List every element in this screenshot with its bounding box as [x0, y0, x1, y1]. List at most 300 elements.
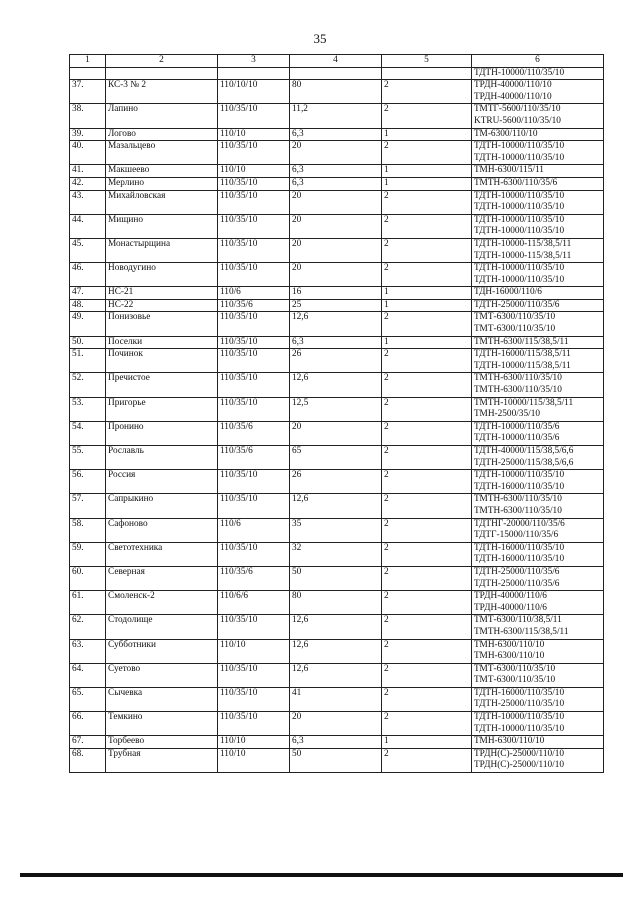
transformer-count-cell: 2	[382, 712, 472, 736]
transformer-type: ТМТН-6300/110/35/10	[474, 505, 562, 516]
transformer-type: ТДТН-16000/110/35/10	[474, 542, 565, 553]
power-cell: 12,5	[290, 397, 382, 421]
row-number-cell: 61.	[70, 591, 106, 615]
voltage-cell: 110/35/10	[218, 542, 290, 566]
substation-name-cell: Логово	[106, 128, 218, 141]
substation-name-cell: Лапино	[106, 104, 218, 128]
power-cell: 41	[290, 687, 382, 711]
power-cell: 25	[290, 299, 382, 312]
transformer-type: ТМТН-6300/110/35/6	[474, 177, 558, 188]
voltage-cell: 110/10	[218, 736, 290, 749]
row-number-cell: 37.	[70, 80, 106, 104]
table-row	[70, 165, 604, 178]
row-number-cell: 42.	[70, 177, 106, 190]
column-header: 6	[472, 55, 604, 68]
transformer-count-cell: 2	[382, 349, 472, 373]
column-header: 4	[290, 55, 382, 68]
transformer-types-cell	[472, 566, 604, 590]
power-cell: 6,3	[290, 736, 382, 749]
transformer-type: ТМТ-6300/110/35/10	[474, 312, 556, 323]
voltage-cell: 110/10	[218, 639, 290, 663]
transformer-type: ТДТН-25000/110/35/10	[474, 699, 565, 710]
substation-name-cell: Смоленск-2	[106, 591, 218, 615]
power-cell: 80	[290, 80, 382, 104]
row-number-cell: 48.	[70, 299, 106, 312]
transformer-types-cell	[472, 470, 604, 494]
transformer-type: ТДТН-16000/115/38,5/11	[474, 349, 571, 360]
voltage-cell: 110/6	[218, 287, 290, 300]
transformer-types-cell	[472, 542, 604, 566]
voltage-cell: 110/35/6	[218, 566, 290, 590]
transformer-count-cell: 2	[382, 141, 472, 165]
voltage-cell: 110/35/6	[218, 299, 290, 312]
transformer-type: ТМТ-6300/110/35/10	[474, 663, 556, 674]
power-cell: 12,6	[290, 312, 382, 336]
transformer-types-cell	[472, 591, 604, 615]
voltage-cell: 110/35/6	[218, 421, 290, 445]
transformer-types-cell	[472, 736, 604, 749]
transformer-count-cell: 1	[382, 177, 472, 190]
substation-name-cell: НС-21	[106, 287, 218, 300]
substation-name-cell: Мерлино	[106, 177, 218, 190]
power-cell: 12,6	[290, 373, 382, 397]
transformer-types-cell	[472, 238, 604, 262]
transformer-types-cell	[472, 446, 604, 470]
substation-name-cell: НС-22	[106, 299, 218, 312]
transformer-count-cell: 2	[382, 542, 472, 566]
power-cell: 12,6	[290, 494, 382, 518]
voltage-cell: 110/35/10	[218, 104, 290, 128]
transformer-types-cell	[472, 687, 604, 711]
transformer-count-cell: 2	[382, 470, 472, 494]
substation-name-cell: Светотехника	[106, 542, 218, 566]
page-number: 35	[313, 31, 327, 46]
substation-name-cell: Суетово	[106, 663, 218, 687]
row-number-cell: 47.	[70, 287, 106, 300]
transformer-type: ТМН-6300/110/10	[474, 651, 545, 662]
transformer-type: ТМТН-6300/115/38,5/11	[474, 626, 569, 637]
footer-divider	[20, 873, 623, 877]
transformer-count-cell: 2	[382, 397, 472, 421]
transformer-type: ТДТН-10000/110/35/6	[474, 433, 560, 444]
transformer-types-cell	[472, 494, 604, 518]
transformer-type: ТДТН-25000/110/35/6	[474, 566, 560, 577]
table-row	[70, 67, 604, 80]
transformer-count-cell: 2	[382, 238, 472, 262]
transformer-count-cell	[382, 67, 472, 80]
power-cell: 12,6	[290, 639, 382, 663]
transformer-type: ТДТН-16000/110/35/10	[474, 687, 565, 698]
table-row	[70, 639, 604, 663]
substation-name-cell: Мазальцево	[106, 141, 218, 165]
transformer-type: ТДТН-10000/110/35/10	[474, 152, 565, 163]
table-row	[70, 446, 604, 470]
transformer-types-cell	[472, 712, 604, 736]
row-number-cell: 38.	[70, 104, 106, 128]
voltage-cell: 110/35/10	[218, 141, 290, 165]
substation-table	[69, 54, 604, 773]
voltage-cell: 110/10	[218, 128, 290, 141]
voltage-cell: 110/10/10	[218, 80, 290, 104]
table-row	[70, 299, 604, 312]
row-number-cell: 59.	[70, 542, 106, 566]
row-number-cell: 44.	[70, 214, 106, 238]
transformer-type: ТМН-6300/110/10	[474, 736, 545, 747]
transformer-count-cell: 2	[382, 687, 472, 711]
voltage-cell: 110/35/10	[218, 177, 290, 190]
power-cell: 80	[290, 591, 382, 615]
column-header: 3	[218, 55, 290, 68]
transformer-type: ТДТН-10000/110/35/10	[474, 141, 565, 152]
transformer-types-cell	[472, 128, 604, 141]
row-number-cell: 52.	[70, 373, 106, 397]
row-number-cell: 56.	[70, 470, 106, 494]
row-number-cell: 53.	[70, 397, 106, 421]
transformer-type: ТДТН-10000/110/35/10	[474, 723, 565, 734]
substation-name-cell: Понизовье	[106, 312, 218, 336]
substation-name-cell: Стодолище	[106, 615, 218, 639]
column-header: 2	[106, 55, 218, 68]
transformer-count-cell: 2	[382, 373, 472, 397]
transformer-types-cell	[472, 263, 604, 287]
transformer-types-cell	[472, 80, 604, 104]
row-number-cell: 41.	[70, 165, 106, 178]
transformer-type: ТДТН-10000/110/35/10	[474, 202, 565, 213]
voltage-cell: 110/35/6	[218, 446, 290, 470]
table-row	[70, 470, 604, 494]
voltage-cell: 110/6	[218, 518, 290, 542]
transformer-type: ТРДН-40000/110/10	[474, 80, 552, 91]
voltage-cell: 110/10	[218, 748, 290, 772]
transformer-type: ТДТН-10000/110/35/10	[474, 226, 565, 237]
transformer-type: ТДТГ-15000/110/35/6	[474, 530, 559, 541]
transformer-type: ТРДН(С)-25000/110/10	[474, 760, 564, 771]
transformer-type: ТРДН-40000/110/10	[474, 91, 552, 102]
transformer-count-cell: 1	[382, 165, 472, 178]
power-cell: 20	[290, 141, 382, 165]
transformer-types-cell	[472, 518, 604, 542]
transformer-types-cell	[472, 67, 604, 80]
voltage-cell: 110/10	[218, 165, 290, 178]
table-row	[70, 663, 604, 687]
transformer-type: ТМТ-6300/110/35/10	[474, 324, 556, 335]
power-cell: 20	[290, 712, 382, 736]
transformer-types-cell	[472, 373, 604, 397]
power-cell: 11,2	[290, 104, 382, 128]
transformer-count-cell: 2	[382, 421, 472, 445]
row-number-cell: 54.	[70, 421, 106, 445]
table-row	[70, 312, 604, 336]
substation-name-cell: Новодугино	[106, 263, 218, 287]
transformer-type: ТДТНГ-20000/110/35/6	[474, 518, 565, 529]
table-row	[70, 141, 604, 165]
transformer-type: ТМТН-6300/110/35/10	[474, 385, 562, 396]
transformer-types-cell	[472, 177, 604, 190]
row-number-cell: 63.	[70, 639, 106, 663]
row-number-cell: 60.	[70, 566, 106, 590]
table-row	[70, 397, 604, 421]
transformer-types-cell	[472, 349, 604, 373]
table-row	[70, 80, 604, 104]
table-row	[70, 736, 604, 749]
transformer-type: ТМН-6300/115/11	[474, 165, 544, 176]
table-row	[70, 128, 604, 141]
transformer-type: ТМТГ-5600/110/35/10	[474, 104, 561, 115]
substation-name-cell: Монастырщина	[106, 238, 218, 262]
transformer-type: ТДТН-10000/110/35/10	[474, 712, 565, 723]
voltage-cell: 110/35/10	[218, 190, 290, 214]
transformer-count-cell: 2	[382, 263, 472, 287]
power-cell: 20	[290, 190, 382, 214]
power-cell: 16	[290, 287, 382, 300]
voltage-cell: 110/35/10	[218, 373, 290, 397]
transformer-type: ТМТН-6300/115/38,5/11	[474, 336, 569, 347]
substation-name-cell: Торбеево	[106, 736, 218, 749]
transformer-count-cell: 1	[382, 287, 472, 300]
transformer-count-cell: 2	[382, 214, 472, 238]
substation-name-cell: Рославль	[106, 446, 218, 470]
power-cell	[290, 67, 382, 80]
transformer-type: ТМН-6300/110/10	[474, 639, 545, 650]
row-number-cell: 55.	[70, 446, 106, 470]
transformer-type: ТДТН-10000/110/35/10	[474, 470, 565, 481]
transformer-type: KTRU-5600/110/35/10	[474, 115, 561, 126]
transformer-type: ТМ-6300/110/10	[474, 128, 538, 139]
table-row	[70, 214, 604, 238]
substation-name-cell: Пронино	[106, 421, 218, 445]
table-row	[70, 421, 604, 445]
transformer-type: ТДТН-10000/110/35/10	[474, 190, 565, 201]
voltage-cell: 110/35/10	[218, 238, 290, 262]
transformer-type: ТДТН-10000-115/38,5/11	[474, 250, 572, 261]
row-number-cell: 66.	[70, 712, 106, 736]
power-cell: 12,6	[290, 615, 382, 639]
voltage-cell: 110/35/10	[218, 494, 290, 518]
transformer-type: ТДТН-10000/110/35/6	[474, 421, 560, 432]
power-cell: 50	[290, 566, 382, 590]
row-number-cell: 62.	[70, 615, 106, 639]
table-row	[70, 615, 604, 639]
row-number-cell: 46.	[70, 263, 106, 287]
transformer-types-cell	[472, 141, 604, 165]
voltage-cell: 110/6/6	[218, 591, 290, 615]
row-number-cell: 68.	[70, 748, 106, 772]
transformer-count-cell: 2	[382, 663, 472, 687]
row-number-cell: 50.	[70, 336, 106, 349]
table-row	[70, 336, 604, 349]
substation-name-cell: Сычевка	[106, 687, 218, 711]
transformer-type: ТРДН(С)-25000/110/10	[474, 748, 564, 759]
substation-name-cell: Михайловская	[106, 190, 218, 214]
row-number-cell: 45.	[70, 238, 106, 262]
table-row	[70, 287, 604, 300]
row-number-cell: 51.	[70, 349, 106, 373]
substation-name-cell: Темкино	[106, 712, 218, 736]
transformer-type: ТМН-2500/35/10	[474, 409, 540, 420]
transformer-type: ТДТН-16000/110/35/10	[474, 481, 565, 492]
row-number-cell: 65.	[70, 687, 106, 711]
table-row	[70, 349, 604, 373]
transformer-type: ТДН-16000/110/6	[474, 287, 542, 298]
transformer-types-cell	[472, 748, 604, 772]
power-cell: 6,3	[290, 128, 382, 141]
transformer-types-cell	[472, 639, 604, 663]
transformer-type: ТМТН-6300/110/35/10	[474, 494, 562, 505]
voltage-cell: 110/35/10	[218, 470, 290, 494]
transformer-count-cell: 1	[382, 736, 472, 749]
table-row	[70, 566, 604, 590]
transformer-types-cell	[472, 336, 604, 349]
transformer-count-cell: 2	[382, 190, 472, 214]
transformer-type: ТМТ-6300/110/35/10	[474, 675, 556, 686]
transformer-count-cell: 1	[382, 336, 472, 349]
table-row	[70, 177, 604, 190]
voltage-cell: 110/35/10	[218, 214, 290, 238]
transformer-type: ТДТН-10000/110/35/10	[474, 67, 565, 78]
transformer-types-cell	[472, 104, 604, 128]
transformer-type: ТРДН-40000/110/6	[474, 591, 547, 602]
transformer-type: ТДТН-10000/110/35/10	[474, 274, 565, 285]
substation-name-cell: Сапрыкино	[106, 494, 218, 518]
voltage-cell: 110/35/10	[218, 397, 290, 421]
power-cell: 65	[290, 446, 382, 470]
substation-name-cell: Макшеево	[106, 165, 218, 178]
power-cell: 26	[290, 470, 382, 494]
transformer-type: ТДТН-40000/115/38,5/6,6	[474, 446, 574, 456]
power-cell: 6,3	[290, 177, 382, 190]
voltage-cell: 110/35/10	[218, 712, 290, 736]
table-row	[70, 712, 604, 736]
transformer-count-cell: 1	[382, 299, 472, 312]
transformer-count-cell: 2	[382, 566, 472, 590]
power-cell: 20	[290, 214, 382, 238]
transformer-types-cell	[472, 214, 604, 238]
voltage-cell: 110/35/10	[218, 663, 290, 687]
transformer-types-cell	[472, 287, 604, 300]
row-number-cell: 39.	[70, 128, 106, 141]
transformer-count-cell: 2	[382, 591, 472, 615]
transformer-count-cell: 2	[382, 312, 472, 336]
voltage-cell: 110/35/10	[218, 615, 290, 639]
substation-name-cell: Поселки	[106, 336, 218, 349]
transformer-type: ТДТН-10000/110/35/10	[474, 263, 565, 274]
header-row	[70, 55, 604, 68]
column-header: 1	[70, 55, 106, 68]
substation-name-cell: Пречистое	[106, 373, 218, 397]
power-cell: 6,3	[290, 165, 382, 178]
power-cell: 20	[290, 238, 382, 262]
voltage-cell: 110/35/10	[218, 687, 290, 711]
transformer-types-cell	[472, 397, 604, 421]
substation-name-cell: Северная	[106, 566, 218, 590]
transformer-count-cell: 2	[382, 615, 472, 639]
transformer-type: ТДТН-10000/110/35/10	[474, 214, 565, 225]
transformer-type: ТДТН-10000/115/38,5/11	[474, 360, 571, 371]
transformer-count-cell: 1	[382, 128, 472, 141]
power-cell: 32	[290, 542, 382, 566]
transformer-count-cell: 2	[382, 80, 472, 104]
voltage-cell: 110/35/10	[218, 336, 290, 349]
voltage-cell: 110/35/10	[218, 349, 290, 373]
table-row	[70, 518, 604, 542]
table-row	[70, 104, 604, 128]
table-row	[70, 542, 604, 566]
row-number-cell: 67.	[70, 736, 106, 749]
power-cell: 35	[290, 518, 382, 542]
power-cell: 26	[290, 349, 382, 373]
transformer-count-cell: 2	[382, 639, 472, 663]
power-cell: 12,6	[290, 663, 382, 687]
row-number-cell	[70, 67, 106, 80]
row-number-cell: 43.	[70, 190, 106, 214]
table-body	[70, 67, 604, 772]
table-row	[70, 494, 604, 518]
transformer-count-cell: 2	[382, 494, 472, 518]
substation-name-cell: Трубная	[106, 748, 218, 772]
substation-name-cell	[106, 67, 218, 80]
row-number-cell: 49.	[70, 312, 106, 336]
transformer-types-cell	[472, 190, 604, 214]
transformer-count-cell: 2	[382, 748, 472, 772]
power-cell: 20	[290, 263, 382, 287]
transformer-type: ТДТН-16000/110/35/10	[474, 554, 565, 565]
voltage-cell	[218, 67, 290, 80]
transformer-types-cell	[472, 312, 604, 336]
power-cell: 6,3	[290, 336, 382, 349]
substation-name-cell: Сафоново	[106, 518, 218, 542]
substation-name-cell: КС-3 № 2	[106, 80, 218, 104]
column-header: 5	[382, 55, 472, 68]
row-number-cell: 40.	[70, 141, 106, 165]
table-row	[70, 238, 604, 262]
substation-name-cell: Субботники	[106, 639, 218, 663]
substation-name-cell: Починок	[106, 349, 218, 373]
transformer-count-cell: 2	[382, 518, 472, 542]
row-number-cell: 58.	[70, 518, 106, 542]
transformer-types-cell	[472, 663, 604, 687]
row-number-cell: 64.	[70, 663, 106, 687]
transformer-types-cell	[472, 165, 604, 178]
transformer-type: ТМТ-6300/110/38,5/11	[474, 615, 562, 626]
substation-name-cell: Пригорье	[106, 397, 218, 421]
table-row	[70, 591, 604, 615]
transformer-types-cell	[472, 615, 604, 639]
voltage-cell: 110/35/10	[218, 263, 290, 287]
table-row	[70, 190, 604, 214]
table-row	[70, 263, 604, 287]
transformer-types-cell	[472, 299, 604, 312]
transformer-types-cell	[472, 421, 604, 445]
transformer-type: ТМТН-6300/110/35/10	[474, 373, 562, 384]
transformer-type: ТДТН-25000/110/35/6	[474, 299, 560, 310]
row-number-cell: 57.	[70, 494, 106, 518]
transformer-type: ТДТН-10000-115/38,5/11	[474, 238, 572, 249]
substation-name-cell: Мищино	[106, 214, 218, 238]
transformer-count-cell: 2	[382, 104, 472, 128]
transformer-count-cell: 2	[382, 446, 472, 470]
power-cell: 20	[290, 421, 382, 445]
table-row	[70, 748, 604, 772]
table-row	[70, 373, 604, 397]
substation-name-cell: Россия	[106, 470, 218, 494]
power-cell: 50	[290, 748, 382, 772]
transformer-type: ТДТН-25000/115/38,5/6,6	[474, 457, 574, 468]
transformer-type: ТДТН-25000/110/35/6	[474, 578, 560, 589]
voltage-cell: 110/35/10	[218, 312, 290, 336]
transformer-type: ТРДН-40000/110/6	[474, 602, 547, 613]
table-row	[70, 687, 604, 711]
transformer-type: ТМТН-10000/115/38,5/11	[474, 397, 574, 408]
